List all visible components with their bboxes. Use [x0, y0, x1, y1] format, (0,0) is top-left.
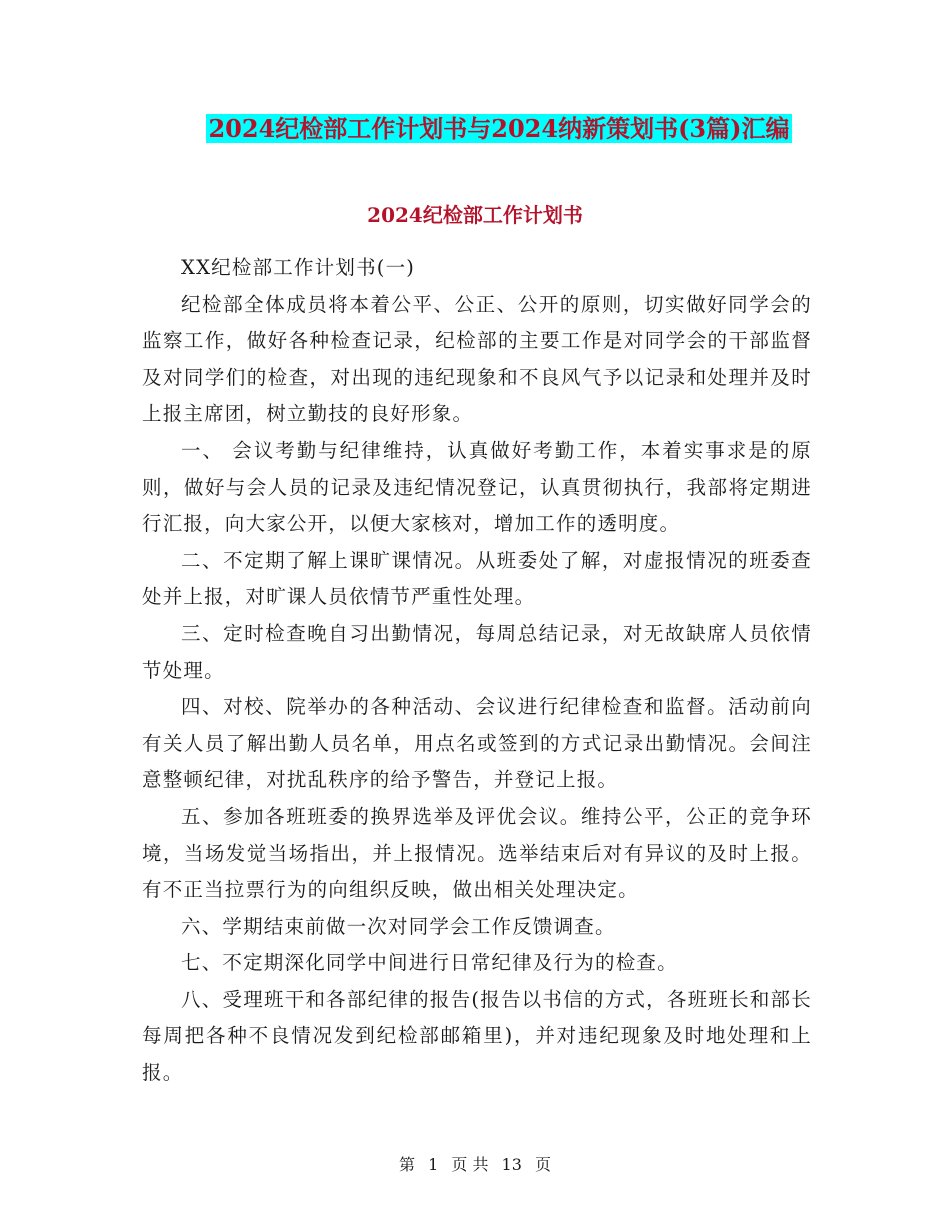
paragraph-item-3: 三、定时检查晚自习出勤情况，每周总结记录，对无故缺席人员依情节处理。: [142, 621, 812, 682]
paragraph-item-8: 八、受理班干和各部纪律的报告(报告以书信的方式，各班班长和部长每周把各种不良情况发到纪检部邮箱里)，并对违纪现象及时地处理和上报。: [142, 987, 812, 1085]
page-footer: [0, 1154, 950, 1176]
document-title: [0, 112, 950, 146]
footer-total-pages: 13: [501, 1155, 522, 1174]
footer-current-page: 1: [428, 1155, 439, 1174]
paragraph-item-2: 二、不定期了解上课旷课情况。从班委处了解，对虚报情况的班委查处并上报，对旷课人员依情节严重性处理。: [142, 548, 812, 609]
footer-prefix: 第: [398, 1155, 415, 1174]
paragraph-item-4: 四、对校、院举办的各种活动、会议进行纪律检查和监督。活动前向有关人员了解出勤人员名单，用点名或签到的方式记录出勤情况。会间注意整顿纪律，对扰乱秩序的给予警告，并登记上报。: [142, 695, 812, 792]
section-title: 2024纪检部工作计划书: [367, 203, 583, 227]
paragraph-intro: 纪检部全体成员将本着公平、公正、公开的原则，切实做好同学会的监察工作，做好各种检查记录，纪检部的主要工作是对同学会的干部监督及对同学们的检查，对出现的违纪现象和不良风气予以记录和处理并及时上报主席团，树立勤技的良好形象。: [142, 292, 812, 426]
paragraph-item-1: 一、 会议考勤与纪律维持，认真做好考勤工作，本着实事求是的原则，做好与会人员的记录及违纪情况登记，认真贯彻执行，我部将定期进行汇报，向大家公开，以便大家核对，增加工作的透明度。: [142, 438, 812, 536]
document-body: [142, 220, 812, 1092]
footer-mid: 页 共: [451, 1155, 489, 1174]
paragraph-item-7: 七、不定期深化同学中间进行日常纪律及行为的检查。: [181, 951, 678, 975]
document-title-text: 2024纪检部工作计划书与2024纳新策划书(3篇)汇编: [208, 114, 790, 143]
footer-suffix: 页: [535, 1155, 552, 1174]
paragraph-subtitle: XX纪检部工作计划书(一): [181, 256, 416, 279]
paragraph-item-5: 五、参加各班班委的换界选举及评优会议。维持公平，公正的竞争环境，当场发觉当场指出，并上报情况。选举结束后对有异议的及时上报。有不正当拉票行为的向组织反映，做出相关处理决定。: [142, 804, 812, 902]
paragraph-item-6: 六、学期结束前做一次对同学会工作反馈调查。: [181, 914, 616, 938]
